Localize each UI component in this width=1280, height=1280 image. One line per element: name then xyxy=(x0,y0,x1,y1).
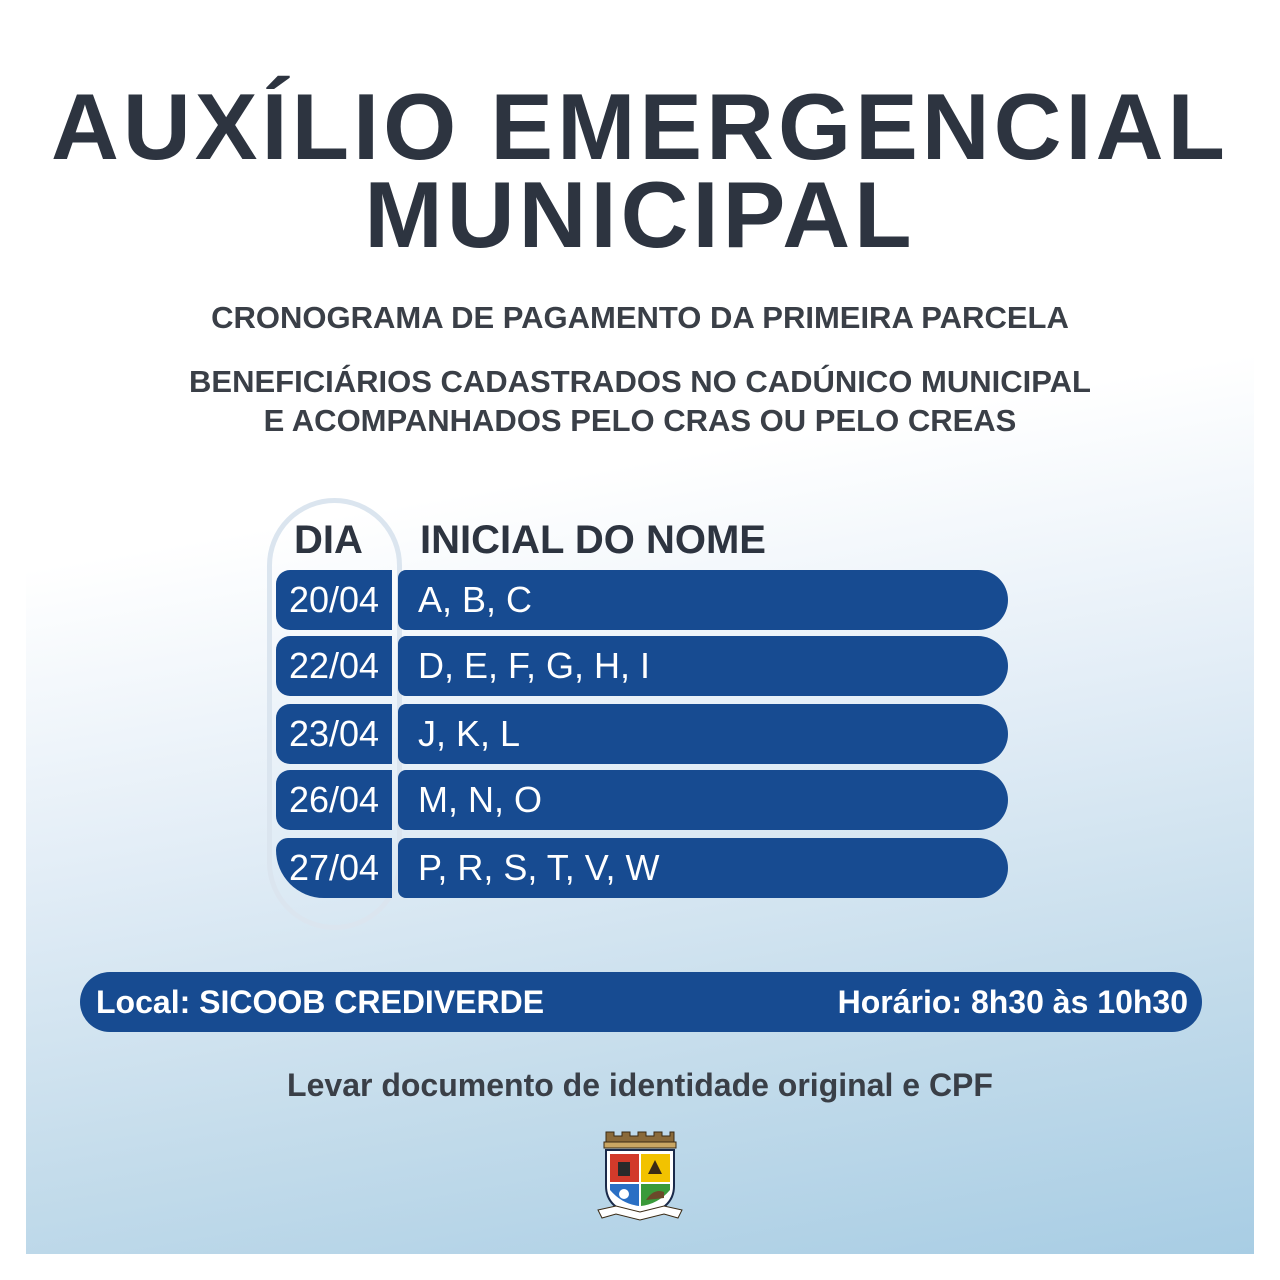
municipal-coat-of-arms-icon xyxy=(592,1126,688,1222)
schedule-row xyxy=(276,770,1008,830)
schedule-day: 22/04 xyxy=(276,636,392,696)
schedule-initials: J, K, L xyxy=(398,704,1008,764)
location-text: Local: SICOOB CREDIVERDE xyxy=(96,984,545,1020)
schedule-row xyxy=(276,838,1008,898)
schedule-initials: A, B, C xyxy=(398,570,1008,630)
schedule-header-initials: INICIAL DO NOME xyxy=(420,518,766,562)
subtitle: CRONOGRAMA DE PAGAMENTO DA PRIMEIRA PARCELA xyxy=(211,300,1069,335)
schedule-row xyxy=(276,704,1008,764)
schedule-day: 26/04 xyxy=(276,770,392,830)
beneficiaries-line1: BENEFICIÁRIOS CADASTRADOS NO CADÚNICO MUNICIPAL xyxy=(189,364,1091,399)
beneficiaries-line2: E ACOMPANHADOS PELO CRAS OU PELO CREAS xyxy=(263,402,1017,438)
schedule-day: 20/04 xyxy=(276,570,392,630)
schedule-day: 27/04 xyxy=(276,838,392,898)
schedule-row xyxy=(276,570,1008,630)
schedule-day: 23/04 xyxy=(276,704,392,764)
time-text: Horário: 8h30 às 10h30 xyxy=(837,984,1188,1020)
documents-note: Levar documento de identidade original e CPF xyxy=(287,1067,993,1103)
schedule-header-day: DIA xyxy=(294,518,363,562)
page-title-line2: MUNICIPAL xyxy=(364,162,916,267)
beneficiaries-text xyxy=(26,363,1254,441)
schedule-row xyxy=(276,636,1008,696)
schedule-initials: D, E, F, G, H, I xyxy=(398,636,1008,696)
schedule-initials: M, N, O xyxy=(398,770,1008,830)
poster xyxy=(26,18,1254,1254)
page-title-line1: AUXÍLIO EMERGENCIAL xyxy=(51,74,1229,179)
location-time-bar xyxy=(80,972,1202,1032)
schedule-initials: P, R, S, T, V, W xyxy=(398,838,1008,898)
